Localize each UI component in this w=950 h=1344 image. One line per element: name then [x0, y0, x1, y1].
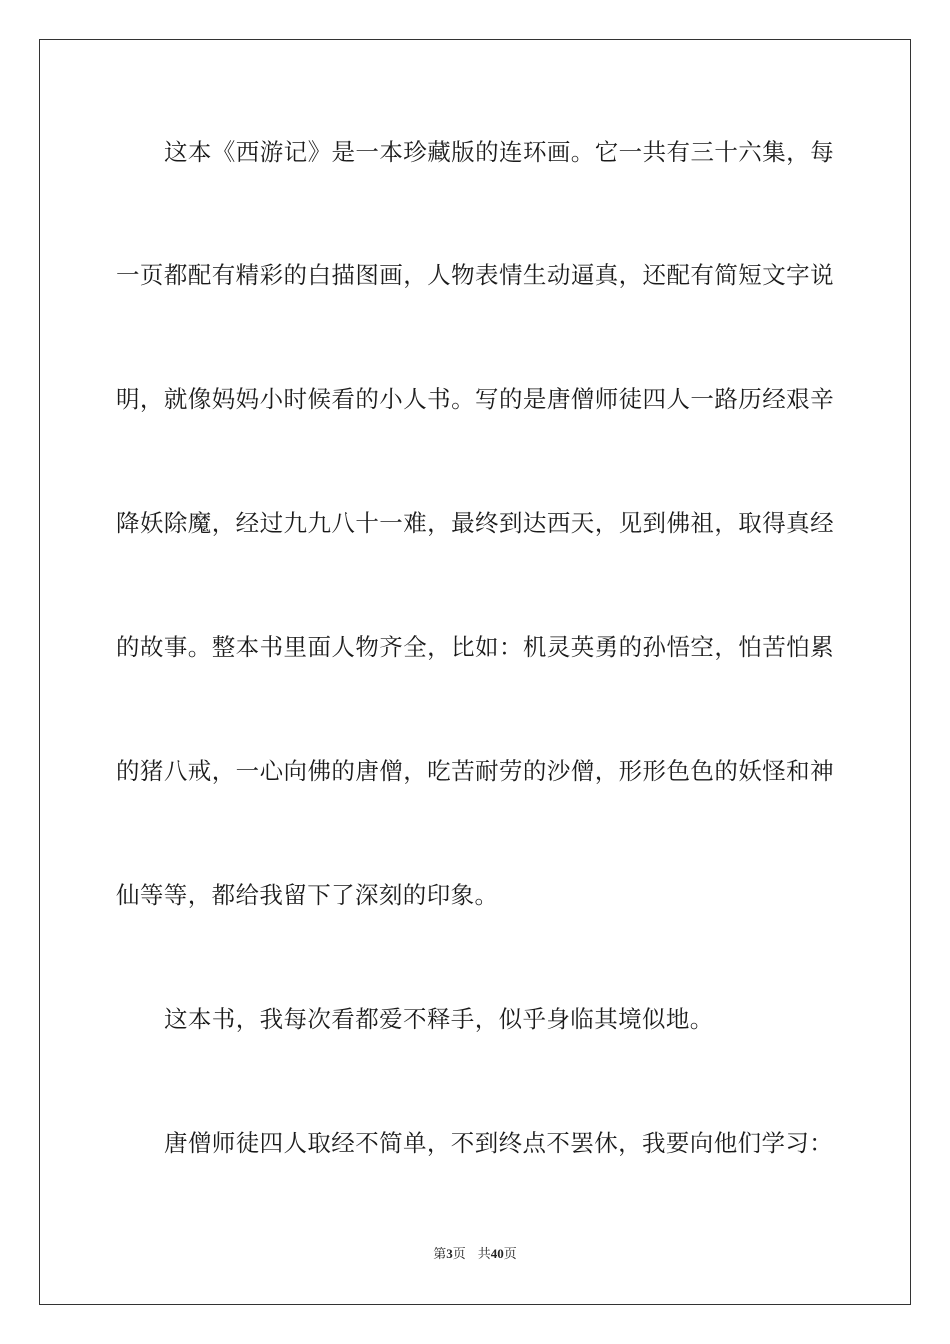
- paragraph-1-line-7: 仙等等，都给我留下了深刻的印象。: [116, 881, 499, 909]
- paragraph-1-line-4: 降妖除魔，经过九九八十一难，最终到达西天，见到佛祖，取得真经: [116, 509, 834, 537]
- paragraph-3-line-1: 唐僧师徒四人取经不简单，不到终点不罢休，我要向他们学习：: [164, 1129, 834, 1157]
- page-prefix: 第: [433, 1247, 447, 1262]
- paragraph-2-line-1: 这本书，我每次看都爱不释手，似乎身临其境似地。: [164, 1005, 714, 1033]
- paragraph-1-line-2: 一页都配有精彩的白描图画，人物表情生动逼真，还配有简短文字说: [116, 261, 834, 289]
- paragraph-1-line-6: 的猪八戒，一心向佛的唐僧，吃苦耐劳的沙僧，形形色色的妖怪和神: [116, 757, 834, 785]
- paragraph-1-line-5: 的故事。整本书里面人物齐全，比如：机灵英勇的孙悟空，怕苦怕累: [116, 633, 834, 661]
- page-number: 3: [446, 1246, 453, 1261]
- total-pages: 40: [490, 1246, 504, 1261]
- paragraph-1-line-1: 这本《西游记》是一本珍藏版的连环画。它一共有三十六集，每: [164, 138, 834, 166]
- total-prefix: 共: [477, 1247, 491, 1262]
- paragraph-1-line-3: 明，就像妈妈小时候看的小人书。写的是唐僧师徒四人一路历经艰辛: [116, 385, 834, 413]
- total-suffix: 页: [503, 1247, 517, 1262]
- page-suffix: 页: [452, 1247, 466, 1262]
- page-footer: [0, 1245, 950, 1264]
- page-border: [39, 39, 911, 1305]
